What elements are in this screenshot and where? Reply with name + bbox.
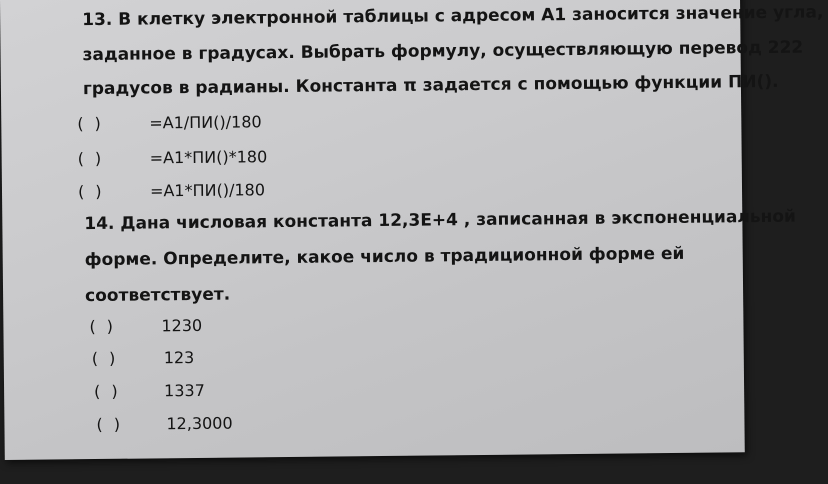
option-radio[interactable]: ( )	[96, 414, 124, 435]
option-label: 123	[163, 347, 195, 368]
question-14-line-1: 14. Дана числовая константа 12,3E+4 , записанная в экспоненциальной	[84, 206, 797, 235]
question-13-line-1: 13. В клетку электронной таблицы с адресом А1 заносится значение угла,	[82, 2, 824, 31]
question-13-line-2: заданное в градусах. Выбрать формулу, осуществляющую перевод 222	[82, 37, 804, 66]
option-radio[interactable]: ( )	[94, 381, 121, 402]
option-radio[interactable]: ( )	[89, 316, 117, 337]
option-label: =A1/ПИ()/180	[149, 112, 262, 133]
question-13-line-3: градусов в радианы. Константа π задается с помощью функции ПИ().	[82, 71, 779, 100]
option-label: 1230	[161, 315, 203, 336]
question-14-line-2: форме. Определите, какое число в традиционной форме ей	[84, 243, 685, 271]
option-radio[interactable]: ( )	[77, 181, 105, 202]
option-label: =A1*ПИ()/180	[149, 180, 266, 201]
option-label: 1337	[164, 380, 205, 401]
option-radio[interactable]: ( )	[77, 148, 105, 169]
question-14-line-3: соответствует.	[85, 284, 231, 307]
option-radio[interactable]: ( )	[91, 348, 119, 369]
option-label: =A1*ПИ()*180	[149, 147, 268, 168]
option-label: 12,3000	[166, 413, 233, 434]
option-radio[interactable]: ( )	[77, 113, 104, 134]
